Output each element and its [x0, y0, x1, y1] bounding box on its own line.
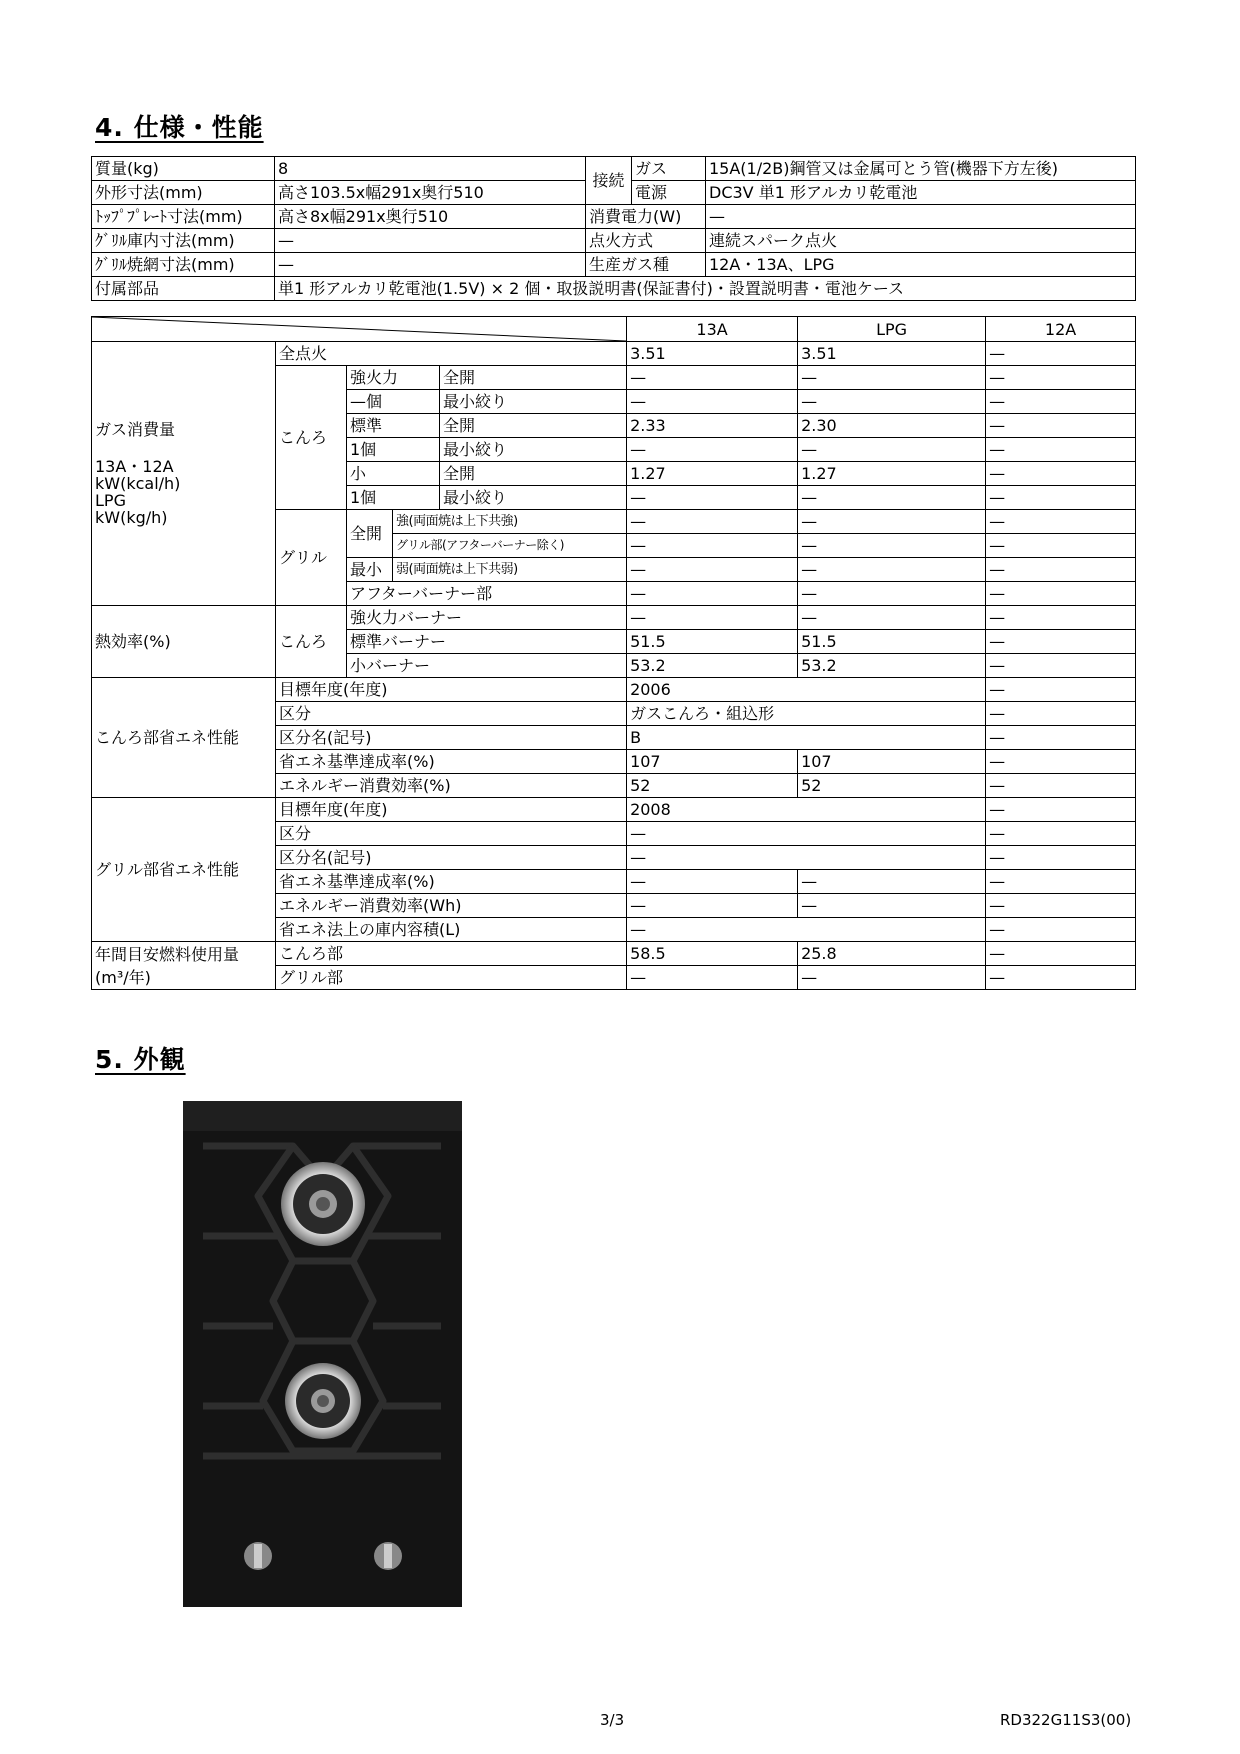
spec-label: 消費電力(W)	[586, 205, 706, 229]
row-label: 1個	[347, 486, 440, 510]
value-cell: 2008	[627, 798, 986, 822]
row-label: 全点火	[276, 342, 627, 366]
value-cell: —	[986, 366, 1136, 390]
value-cell: 25.8	[798, 942, 986, 966]
value-cell: 2006	[627, 678, 986, 702]
row-label: 全開	[440, 414, 627, 438]
value-cell: 51.5	[798, 630, 986, 654]
spec-label: ﾄｯﾌﾟﾌﾟﾚｰﾄ寸法(mm)	[92, 205, 275, 229]
row-label: エネルギー消費効率(Wh)	[276, 894, 627, 918]
value-cell: —	[986, 894, 1136, 918]
value-cell: —	[986, 870, 1136, 894]
row-label: 全開	[440, 462, 627, 486]
row-label: 最小絞り	[440, 486, 627, 510]
value-cell: —	[986, 462, 1136, 486]
value-cell: —	[627, 846, 986, 870]
value-cell: 3.51	[627, 342, 798, 366]
value-cell: ガスこんろ・組込形	[627, 702, 986, 726]
value-cell: 2.30	[798, 414, 986, 438]
value-cell: 51.5	[627, 630, 798, 654]
row-label: こんろ部	[276, 942, 627, 966]
value-cell: 53.2	[798, 654, 986, 678]
column-header-12a: 12A	[986, 317, 1136, 342]
value-cell: —	[627, 966, 798, 990]
row-label: 小	[347, 462, 440, 486]
row-label: グリル部(アフターバーナー除く)	[393, 534, 627, 558]
gas-consumption-label	[92, 342, 276, 606]
spec-label: 接続	[586, 157, 632, 205]
value-cell: —	[627, 366, 798, 390]
value-cell: —	[986, 606, 1136, 630]
value-cell: —	[986, 798, 1136, 822]
row-label: 省エネ基準達成率(%)	[276, 870, 627, 894]
section-title-spec: 4. 仕様・性能	[95, 113, 264, 142]
value-cell: —	[986, 438, 1136, 462]
value-cell: —	[986, 918, 1136, 942]
row-label: 全開	[440, 366, 627, 390]
value-cell: —	[798, 894, 986, 918]
spec-value: 8	[275, 157, 586, 181]
value-cell: —	[627, 558, 798, 582]
value-cell: —	[627, 894, 798, 918]
efficiency-label: 熱効率(%)	[92, 606, 276, 678]
spec-label: ガス	[632, 157, 706, 181]
row-label: グリル部	[276, 966, 627, 990]
gas-consumption-title: ガス消費量	[95, 420, 176, 439]
row-label: 目標年度(年度)	[276, 798, 627, 822]
spec-value: 高さ103.5x幅291x奥行510	[275, 181, 586, 205]
spec-label: 質量(kg)	[92, 157, 275, 181]
value-cell: —	[986, 774, 1136, 798]
annual-fuel-label	[92, 942, 276, 990]
row-label: 全開	[347, 510, 393, 558]
row-label: 区分名(記号)	[276, 846, 627, 870]
row-label: 目標年度(年度)	[276, 678, 627, 702]
diagonal-line	[92, 317, 626, 341]
value-cell: 107	[627, 750, 798, 774]
value-cell: —	[986, 942, 1136, 966]
value-cell: —	[986, 702, 1136, 726]
spec-value: 高さ8x幅291x奥行510	[275, 205, 586, 229]
value-cell: —	[798, 606, 986, 630]
value-cell: —	[798, 558, 986, 582]
spec-value: —	[706, 205, 1136, 229]
value-cell: —	[986, 534, 1136, 558]
gas-unit-note: kW(kcal/h)	[95, 474, 181, 493]
column-header-13a: 13A	[627, 317, 798, 342]
spec-label: 電源	[632, 181, 706, 205]
konro-label: こんろ	[276, 606, 347, 678]
value-cell: —	[798, 438, 986, 462]
value-cell: —	[627, 918, 986, 942]
row-label: 弱(両面焼は上下共弱)	[393, 558, 627, 582]
value-cell: 52	[798, 774, 986, 798]
value-cell: —	[627, 582, 798, 606]
grill-eco-label: グリル部省エネ性能	[92, 798, 276, 942]
row-label: —個	[347, 390, 440, 414]
spec-table	[91, 156, 1136, 301]
value-cell: —	[798, 966, 986, 990]
row-label: 最小絞り	[440, 438, 627, 462]
value-cell: —	[798, 366, 986, 390]
gas-unit-note: kW(kg/h)	[95, 508, 168, 527]
row-label: 標準バーナー	[347, 630, 627, 654]
spec-value: 連続スパーク点火	[706, 229, 1136, 253]
performance-table	[91, 316, 1136, 990]
row-label: 最小絞り	[440, 390, 627, 414]
row-label: 最小	[347, 558, 393, 582]
row-label: 強火力バーナー	[347, 606, 627, 630]
cooktop-photo	[183, 1101, 462, 1607]
spec-label: 外形寸法(mm)	[92, 181, 275, 205]
value-cell: 3.51	[798, 342, 986, 366]
value-cell: 1.27	[627, 462, 798, 486]
value-cell: —	[627, 438, 798, 462]
value-cell: —	[986, 510, 1136, 534]
spec-value: 15A(1/2B)鋼管又は金属可とう管(機器下方左後)	[706, 157, 1136, 181]
value-cell: 2.33	[627, 414, 798, 438]
row-label: 省エネ法上の庫内容積(L)	[276, 918, 627, 942]
value-cell: 53.2	[627, 654, 798, 678]
page-number: 3/3	[600, 1711, 625, 1729]
column-header-lpg: LPG	[798, 317, 986, 342]
row-label: 区分	[276, 822, 627, 846]
value-cell: —	[627, 390, 798, 414]
gas-unit-note: 13A・12A	[95, 457, 174, 476]
value-cell: —	[986, 750, 1136, 774]
value-cell: —	[798, 510, 986, 534]
value-cell: 1.27	[798, 462, 986, 486]
spec-label: 生産ガス種	[586, 253, 706, 277]
value-cell: —	[798, 534, 986, 558]
annual-fuel-unit: (m³/年)	[95, 967, 151, 987]
value-cell: B	[627, 726, 986, 750]
value-cell: —	[986, 678, 1136, 702]
spec-value: 12A・13A、LPG	[706, 253, 1136, 277]
value-cell: —	[627, 510, 798, 534]
value-cell: —	[798, 870, 986, 894]
value-cell: —	[986, 342, 1136, 366]
row-label: 小バーナー	[347, 654, 627, 678]
value-cell: —	[627, 870, 798, 894]
gas-unit-note: LPG	[95, 491, 126, 510]
row-label: 省エネ基準達成率(%)	[276, 750, 627, 774]
value-cell: 52	[627, 774, 798, 798]
grill-label: グリル	[276, 510, 347, 606]
row-label: 強(両面焼は上下共強)	[393, 510, 627, 534]
value-cell: —	[986, 846, 1136, 870]
row-label: 区分名(記号)	[276, 726, 627, 750]
spec-value: 単1 形アルカリ乾電池(1.5V) × 2 個・取扱説明書(保証書付)・設置説明書・電池ケース	[275, 277, 1136, 301]
value-cell: —	[798, 486, 986, 510]
value-cell: —	[986, 630, 1136, 654]
value-cell: —	[627, 534, 798, 558]
diagonal-header-cell	[92, 317, 627, 342]
spec-value: —	[275, 229, 586, 253]
row-label: 標準	[347, 414, 440, 438]
document-code: RD322G11S3(00)	[1000, 1711, 1132, 1729]
annual-fuel-title: 年間目安燃料使用量	[95, 944, 240, 964]
row-label: 区分	[276, 702, 627, 726]
value-cell: —	[986, 414, 1136, 438]
section-title-appearance: 5. 外観	[95, 1045, 186, 1074]
value-cell: —	[627, 822, 986, 846]
value-cell: —	[798, 390, 986, 414]
value-cell: 107	[798, 750, 986, 774]
value-cell: —	[986, 558, 1136, 582]
value-cell: —	[986, 654, 1136, 678]
row-label: アフターバーナー部	[347, 582, 627, 606]
row-label: 強火力	[347, 366, 440, 390]
value-cell: —	[986, 966, 1136, 990]
konro-label: こんろ	[276, 366, 347, 510]
row-label: 1個	[347, 438, 440, 462]
spec-label: 付属部品	[92, 277, 275, 301]
konro-eco-label: こんろ部省エネ性能	[92, 678, 276, 798]
spec-value: DC3V 単1 形アルカリ乾電池	[706, 181, 1136, 205]
row-label: エネルギー消費効率(%)	[276, 774, 627, 798]
spec-label: 点火方式	[586, 229, 706, 253]
value-cell: —	[986, 390, 1136, 414]
value-cell: —	[986, 822, 1136, 846]
spec-label: ｸﾞﾘﾙ焼網寸法(mm)	[92, 253, 275, 277]
value-cell: —	[798, 582, 986, 606]
spec-value: —	[275, 253, 586, 277]
value-cell: 58.5	[627, 942, 798, 966]
spec-label: ｸﾞﾘﾙ庫内寸法(mm)	[92, 229, 275, 253]
value-cell: —	[627, 486, 798, 510]
value-cell: —	[986, 486, 1136, 510]
value-cell: —	[986, 726, 1136, 750]
value-cell: —	[627, 606, 798, 630]
value-cell: —	[986, 582, 1136, 606]
